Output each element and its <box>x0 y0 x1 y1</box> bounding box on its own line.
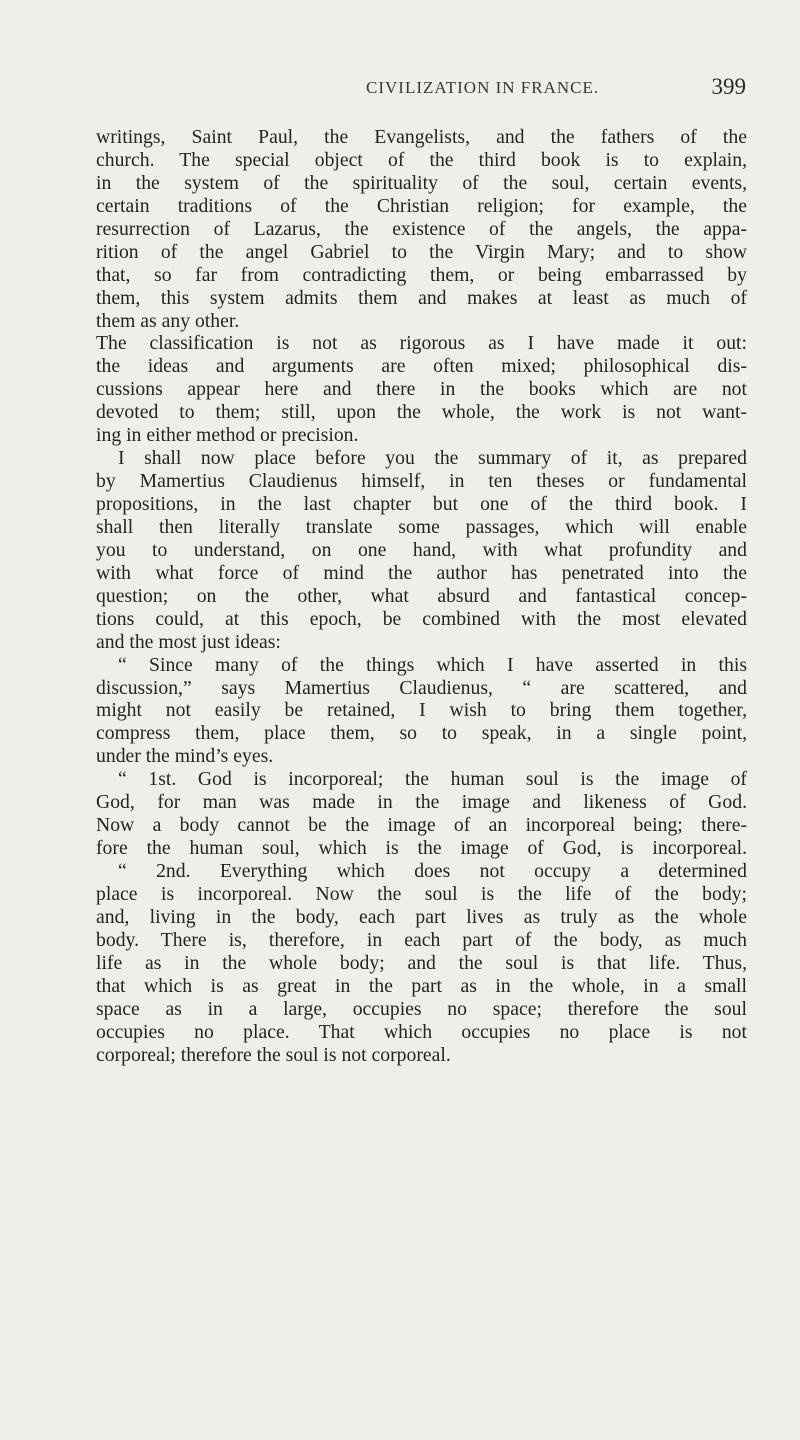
text-line: shall then literally translate some passages, which will enable <box>96 515 747 538</box>
text-line: that, so far from contradicting them, or being embarrassed by <box>96 263 747 286</box>
text-line: ing in either method or precision. <box>96 424 359 447</box>
text-line: corporeal; therefore the soul is not corporeal. <box>96 1043 451 1066</box>
text-line: tions could, at this epoch, be combined with the most elevated <box>96 607 747 630</box>
text-line: certain traditions of the Christian religion; for example, the <box>96 194 747 217</box>
running-title: CIVILIZATION IN FRANCE. <box>366 78 600 97</box>
text-line: you to understand, on one hand, with what profundity and <box>96 538 747 561</box>
text-line: question; on the other, what absurd and fantastical concep- <box>96 584 747 607</box>
text-line: space as in a large, occupies no space; therefore the soul <box>96 997 747 1020</box>
text-line: “ 1st. God is incorporeal; the human soul is the image of <box>118 768 747 791</box>
text-line: God, for man was made in the image and likeness of God. <box>96 791 747 814</box>
text-line: cussions appear here and there in the books which are not <box>96 378 747 401</box>
text-line: the ideas and arguments are often mixed; philosophical dis- <box>96 355 747 378</box>
text-line: compress them, place them, so to speak, in a single point, <box>96 722 747 745</box>
text-line: rition of the angel Gabriel to the Virgin Mary; and to show <box>96 240 747 263</box>
text-line: and, living in the body, each part lives as truly as the whole <box>96 905 747 928</box>
text-line: them, this system admits them and makes at least as much of <box>96 286 747 309</box>
text-line: resurrection of Lazarus, the existence of the angels, the appa- <box>96 217 747 240</box>
running-header <box>96 74 746 106</box>
text-line: life as in the whole body; and the soul is that life. Thus, <box>96 951 747 974</box>
text-line: “ Since many of the things which I have asserted in this <box>118 653 747 676</box>
text-line: discussion,” says Mamertius Claudienus, “ are scattered, and <box>96 676 747 699</box>
text-line: I shall now place before you the summary of it, as prepared <box>118 447 747 470</box>
body-text <box>96 126 747 1066</box>
text-line: church. The special object of the third book is to explain, <box>96 148 747 171</box>
page-number: 399 <box>711 74 746 99</box>
text-line: under the mind’s eyes. <box>96 745 274 768</box>
text-line: might not easily be retained, I wish to bring them together, <box>96 699 747 722</box>
text-line: The classification is not as rigorous as I have made it out: <box>96 332 747 355</box>
text-line: writings, Saint Paul, the Evangelists, and the fathers of the <box>96 126 747 148</box>
text-line: devoted to them; still, upon the whole, the work is not want- <box>96 401 747 424</box>
text-line: propositions, in the last chapter but one of the third book. I <box>96 493 747 515</box>
text-line: and the most just ideas: <box>96 630 281 653</box>
text-line: them as any other. <box>96 309 240 332</box>
text-line: Now a body cannot be the image of an incorporeal being; there- <box>96 814 747 837</box>
text-line: place is incorporeal. Now the soul is the life of the body; <box>96 882 747 905</box>
text-line: fore the human soul, which is the image of God, is incorporeal. <box>96 837 747 860</box>
text-line: with what force of mind the author has penetrated into the <box>96 561 747 584</box>
text-line: occupies no place. That which occupies no place is not <box>96 1020 747 1043</box>
text-line: that which is as great in the part as in the whole, in a small <box>96 974 747 997</box>
text-line: by Mamertius Claudienus himself, in ten theses or fundamental <box>96 470 747 493</box>
text-line: in the system of the spirituality of the soul, certain events, <box>96 171 747 194</box>
text-line: “ 2nd. Everything which does not occupy a determined <box>118 860 747 882</box>
text-line: body. There is, therefore, in each part of the body, as much <box>96 928 747 951</box>
